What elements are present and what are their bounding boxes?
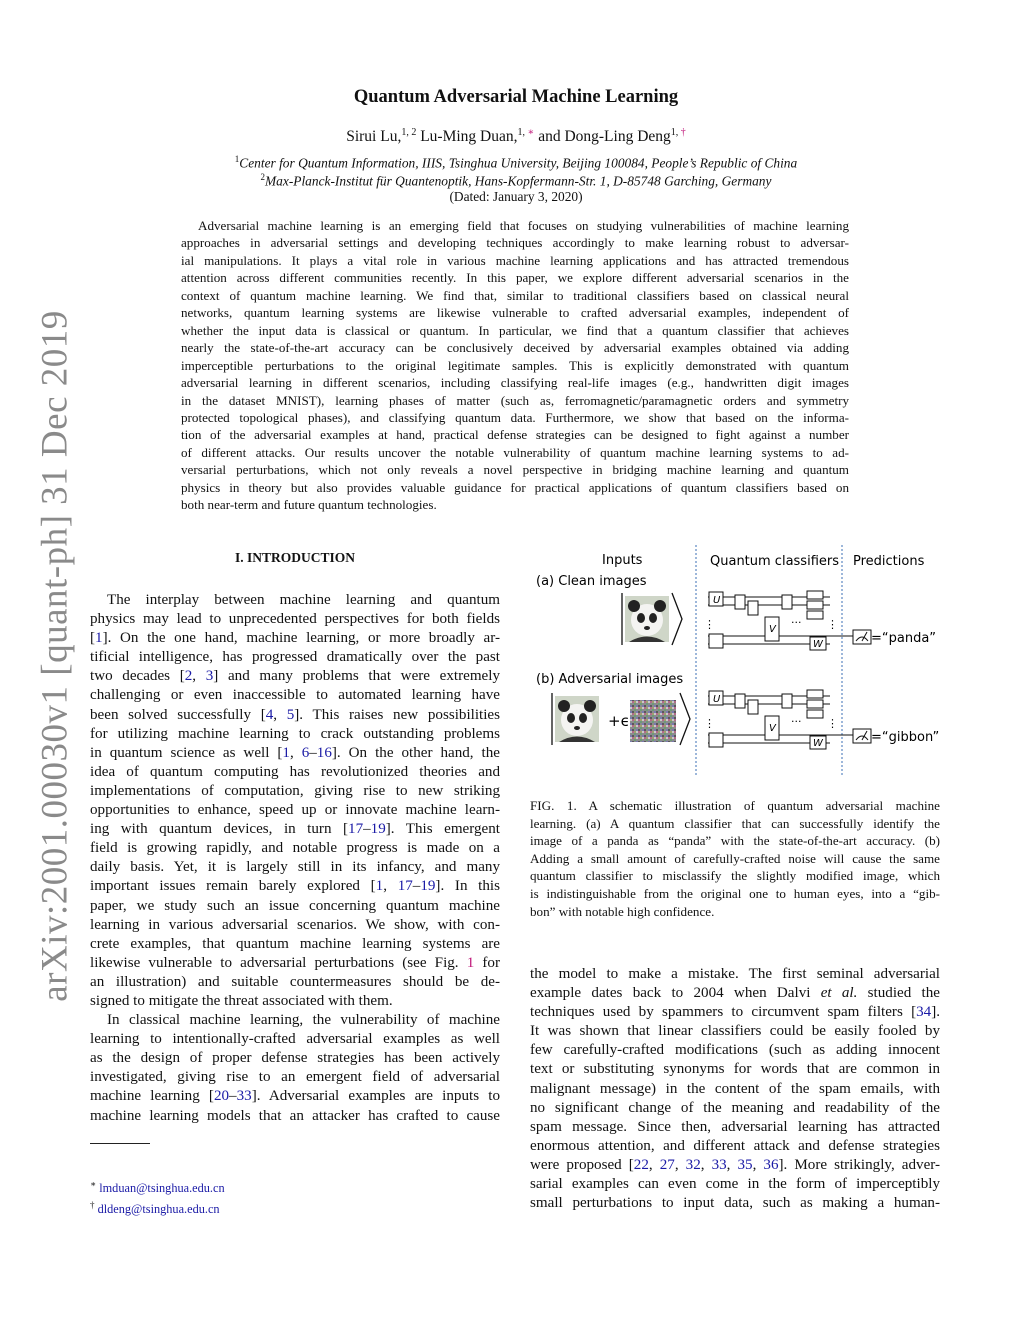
text-line: in quantum science as well [1, 6–16]. On the other hand, the <box>90 744 500 761</box>
gate-u-lower <box>709 634 723 648</box>
abstract-line: ial manipulations. It plays a vital role in various machine learning applications and has attracted tremendous <box>181 252 849 268</box>
text-line: learning in various adversarial scenarios. We show, with con- <box>90 916 500 933</box>
caption-line: FIG. 1. A schematic illustration of quantum adversarial machine <box>530 798 940 813</box>
citation-link[interactable]: 1 <box>375 878 384 895</box>
text-line: for utilizing machine learning to crack outstanding problems <box>90 725 500 742</box>
abstract-line: protected topological phases), and classifying quantum data. Furthermore, we show that based on the informa- <box>181 409 849 425</box>
text-line: techniques used by spammers to circumvent spam filters [34]. <box>530 1004 940 1021</box>
authors-and: and <box>538 128 561 146</box>
text-line: challenging or even inaccessible to automated learning have <box>90 687 500 704</box>
text-line: daily basis. Yet, it is largely still in its infancy, and many <box>90 859 500 876</box>
text-line: the model to make a mistake. The first seminal adversarial <box>530 966 940 982</box>
et-al: et al. <box>820 985 858 1002</box>
abstract-line: whether the input data is classical or quantum. In particular, we find that a quantum classifier that achieves <box>181 322 849 338</box>
dots-mid: ··· <box>791 616 802 629</box>
abstract-line: both near-term and future quantum technologies. <box>181 497 437 513</box>
author-3: Dong-Ling Deng <box>564 128 671 146</box>
fig-label-adversarial: (b) Adversarial images <box>536 672 684 687</box>
abstract <box>181 217 849 514</box>
author-list <box>0 127 1024 146</box>
gate-v-label: V <box>769 723 776 734</box>
citation-link[interactable]: 1 <box>282 744 290 761</box>
panda-image-adversarial <box>555 696 599 742</box>
text-line: signed to mitigate the threat associated with them. <box>90 992 393 1009</box>
text-line: small perturbations to input data, such as making a human- <box>530 1195 940 1212</box>
text-line: two decades [2, 3] and many problems that were extremely <box>90 668 500 685</box>
citation-link[interactable]: 19 <box>420 878 436 895</box>
vdots-left: ⋮ <box>704 717 715 730</box>
citation-link[interactable]: 20 <box>213 1088 230 1105</box>
citation-link[interactable]: 17 <box>397 878 413 895</box>
citation-link[interactable]: 35 <box>737 1156 753 1173</box>
text-line: crete examples, that quantum machine learning systems are <box>90 935 500 952</box>
citation-link[interactable]: 32 <box>685 1156 701 1173</box>
abstract-line: adversarial learning in different scenarios, including classifying real-life images (e.g., handwritten digit images <box>181 375 849 391</box>
text-line: as the design of proper defense strategies has been actively <box>90 1050 500 1067</box>
ket-right-a <box>672 593 682 645</box>
citation-link[interactable]: 33 <box>236 1088 252 1105</box>
prediction-panda: =“panda” <box>871 631 937 646</box>
footnote-rule <box>90 1143 150 1144</box>
citation-link[interactable]: 4 <box>265 706 274 723</box>
vdots-right: ⋮ <box>827 717 838 730</box>
citation-link[interactable]: 3 <box>205 668 214 685</box>
intro-right-column <box>530 965 940 1213</box>
abstract-line: networks, quantum learning systems are likewise vulnerable to crafted adversarial examples, independent of <box>181 305 849 321</box>
text-line: It was shown that linear classifiers could be easily fooled by <box>530 1023 940 1040</box>
gate-u-lower <box>709 733 723 747</box>
plus-epsilon: +ϵ <box>608 712 630 730</box>
abstract-line: of different attacks. Our results uncover the notable vulnerability of quantum machine learning systems to ad- <box>181 444 849 460</box>
abstract-line: tion of the adversarial examples at hand, practical defense strategies can be designed to fight against a number <box>181 427 849 443</box>
citation-link[interactable]: 33 <box>711 1156 727 1173</box>
text-line: text or substituting synonyms for words that are common in <box>530 1061 940 1078</box>
abstract-line: nearly the state-of-the-art accuracy can be conclusively deceived by adversarial examples obtained via adding <box>181 340 849 356</box>
citation-link[interactable]: 2 <box>184 668 193 685</box>
citation-link[interactable]: 17 <box>348 821 364 838</box>
text-line: opportunities to enhance, speed up or innovate machine learn- <box>90 802 500 819</box>
fig-label-inputs: Inputs <box>602 553 643 568</box>
date-line: (Dated: January 3, 2020) <box>449 189 583 204</box>
text-line: investigated, giving rise to an emergent field of adversarial <box>90 1069 500 1086</box>
text-line: implementations of computation, giving rise to new striking <box>90 782 500 799</box>
section-heading: I. INTRODUCTION <box>234 550 356 565</box>
gate-u-label: U <box>713 694 721 705</box>
citation-link[interactable]: 1 <box>466 954 475 971</box>
text-line: In classical machine learning, the vulnerability of machine <box>107 1012 500 1029</box>
caption-line: quantum classifier to misclassify the slightly modified image, which <box>530 868 940 884</box>
gate-u-label: U <box>713 595 721 606</box>
text-line: machine learning models that an attacker has crafted to cause <box>90 1107 500 1124</box>
caption-line: learning. (a) A quantum classifier that can successfully identify the <box>530 815 940 831</box>
text-line: sarial examples can even come in the form of imperceptibly <box>530 1176 940 1193</box>
figure-caption <box>530 797 940 920</box>
ket-right-b <box>680 693 690 745</box>
abstract-line: physics in theory but also provides valuable guidance for practical applications of quantum classifiers based on <box>181 479 849 495</box>
author-1: Sirui Lu, <box>346 128 402 146</box>
caption-line: image of a panda as “panda” with the state-of-the-art accuracy. (b) <box>530 833 940 849</box>
text-line: no significant change of the meaning and readability of the <box>530 1099 940 1116</box>
paper-title: Quantum Adversarial Machine Learning <box>353 87 679 107</box>
author-3-affil: 1, † <box>670 127 686 138</box>
citation-link[interactable]: 1 <box>95 630 103 647</box>
text-line: The interplay between machine learning and quantum <box>107 592 500 608</box>
footnote-2: † dldeng@tsinghua.edu.cn <box>90 1200 220 1217</box>
citation-link[interactable]: 34 <box>916 1004 932 1021</box>
citation-link[interactable]: 19 <box>370 821 386 838</box>
citation-link[interactable]: 27 <box>659 1156 675 1173</box>
author-2-affil: 1, ∗ <box>517 127 535 138</box>
affiliation-1: $^1$Center for Quantum Information, IIIS, Tsinghua University, Beijing 100084, People’s Republic of China <box>234 154 798 171</box>
caption-line: is indistinguishable from the original one to human eyes, into a “gib- <box>530 885 940 901</box>
email-link-deng[interactable]: dldeng@tsinghua.edu.cn <box>97 1202 220 1217</box>
author-3-footnote-link[interactable]: † <box>680 127 686 138</box>
vdots-left: ⋮ <box>704 618 715 631</box>
noise-image <box>630 700 676 742</box>
prediction-gibbon: =“gibbon” <box>871 730 940 745</box>
arxiv-side-label: arXiv:2001.00030v1 [quant-ph] 31 Dec 2019 <box>34 310 76 1002</box>
gate-v-label: V <box>769 624 776 635</box>
fig-label-predictions: Predictions <box>853 554 925 569</box>
abstract-line: versarial perturbations, which not only reveals a novel perspective in bridging machine learning and quantum <box>181 462 849 478</box>
vdots-right: ⋮ <box>827 618 838 631</box>
gate-w-label: W <box>813 639 823 650</box>
text-line: paper, we study such an issue concerning quantum machine <box>90 897 500 914</box>
abstract-line: approaches in adversarial settings and developing techniques accordingly to make learning robust to adversar- <box>181 235 849 251</box>
fig-label-classifiers: Quantum classifiers <box>710 554 839 569</box>
fig-label-clean: (a) Clean images <box>536 574 647 589</box>
text-line: been solved successfully [4, 5]. This raises new possibilities <box>90 706 500 723</box>
email-link-duan[interactable]: lmduan@tsinghua.edu.cn <box>99 1181 225 1196</box>
text-line: were proposed [22, 27, 32, 33, 35, 36]. More strikingly, adver- <box>530 1156 941 1173</box>
text-line: physics may lead to unprecedented perspectives for both fields <box>90 611 500 628</box>
abstract-line: imperceptible perturbations to the original legitimate samples. This is explicitly demonstrated with quantum <box>181 357 849 373</box>
text-line: machine learning [20–33]. Adversarial examples are inputs to <box>90 1088 500 1105</box>
text-line: few carefully-crafted modifications (such as adding innocent <box>530 1042 940 1059</box>
author-2: Lu-Ming Duan, <box>420 128 518 146</box>
abstract-line: Adversarial machine learning is an emerging field that focuses on studying vulnerabilities of machine learning <box>198 218 849 233</box>
text-line: spam message. Since then, adversarial learning has attracted <box>530 1118 940 1135</box>
citation-link[interactable]: 16 <box>316 744 332 761</box>
text-line: idea of quantum computing has revolutionized theories and <box>90 763 500 780</box>
text-line: tificial intelligence, has progressed dramatically over the past <box>90 649 500 666</box>
quantum-circuit-adversarial <box>704 690 939 749</box>
abstract-line: in the dataset MNIST), learning phases of matter (such as, ferromagnetic/paramagnetic orders and symmetry <box>181 392 849 408</box>
text-line: malignant message) in the content of the spam emails, with <box>530 1080 940 1097</box>
citation-link[interactable]: 36 <box>763 1156 779 1173</box>
text-line: an illustration) and suitable countermeasures should be de- <box>90 973 500 990</box>
author-2-footnote-link[interactable]: ∗ <box>527 127 535 138</box>
text-line: learning to intentionally-crafted adversarial examples as well <box>90 1031 500 1048</box>
citation-link[interactable]: 6 <box>301 744 310 761</box>
text-line: likewise vulnerable to adversarial perturbations (see Fig. 1 for <box>90 954 500 971</box>
intro-left-column <box>90 591 500 1126</box>
text-line: field is growing rapidly, and notable progress is made on a <box>90 840 500 857</box>
text-line: ing with quantum devices, in turn [17–19]. This emergent <box>90 821 500 838</box>
affiliation-2: $^2$Max-Planck-Institut für Quantenoptik, Hans-Kopfermann-Str. 1, D-85748 Garching, Germany <box>260 172 772 189</box>
text-line: enormous attention, and different attack and defense strategies <box>530 1137 940 1154</box>
text-line: important issues remain barely explored [1, 17–19]. In this <box>90 878 500 895</box>
quantum-circuit-clean <box>704 591 936 650</box>
dots-mid: ··· <box>791 715 802 728</box>
panda-image-clean <box>625 596 669 642</box>
gate-w-label: W <box>813 738 823 749</box>
text-line: example dates back to 2004 when Dalvi et al. studied the <box>530 985 940 1002</box>
citation-link[interactable]: 22 <box>633 1156 649 1173</box>
figure-1 <box>530 545 940 780</box>
caption-line: Adding a small amount of carefully-crafted noise will cause the same <box>530 850 940 866</box>
citation-link[interactable]: 5 <box>286 706 295 723</box>
text-line: [1]. On the one hand, machine learning, or more broadly ar- <box>90 630 500 647</box>
abstract-line: attention across different communities recently. In this paper, we explore different adversarial scenarios in the <box>181 270 849 286</box>
caption-line: bon” with notable high confidence. <box>530 903 715 919</box>
footnotes <box>90 1176 225 1218</box>
abstract-line: context of quantum machine learning. We find that, similar to traditional classifiers based on classical neural <box>181 287 849 303</box>
author-1-affil: 1, 2 <box>401 127 417 138</box>
footnote-1: ∗ lmduan@tsinghua.edu.cn <box>90 1179 225 1196</box>
